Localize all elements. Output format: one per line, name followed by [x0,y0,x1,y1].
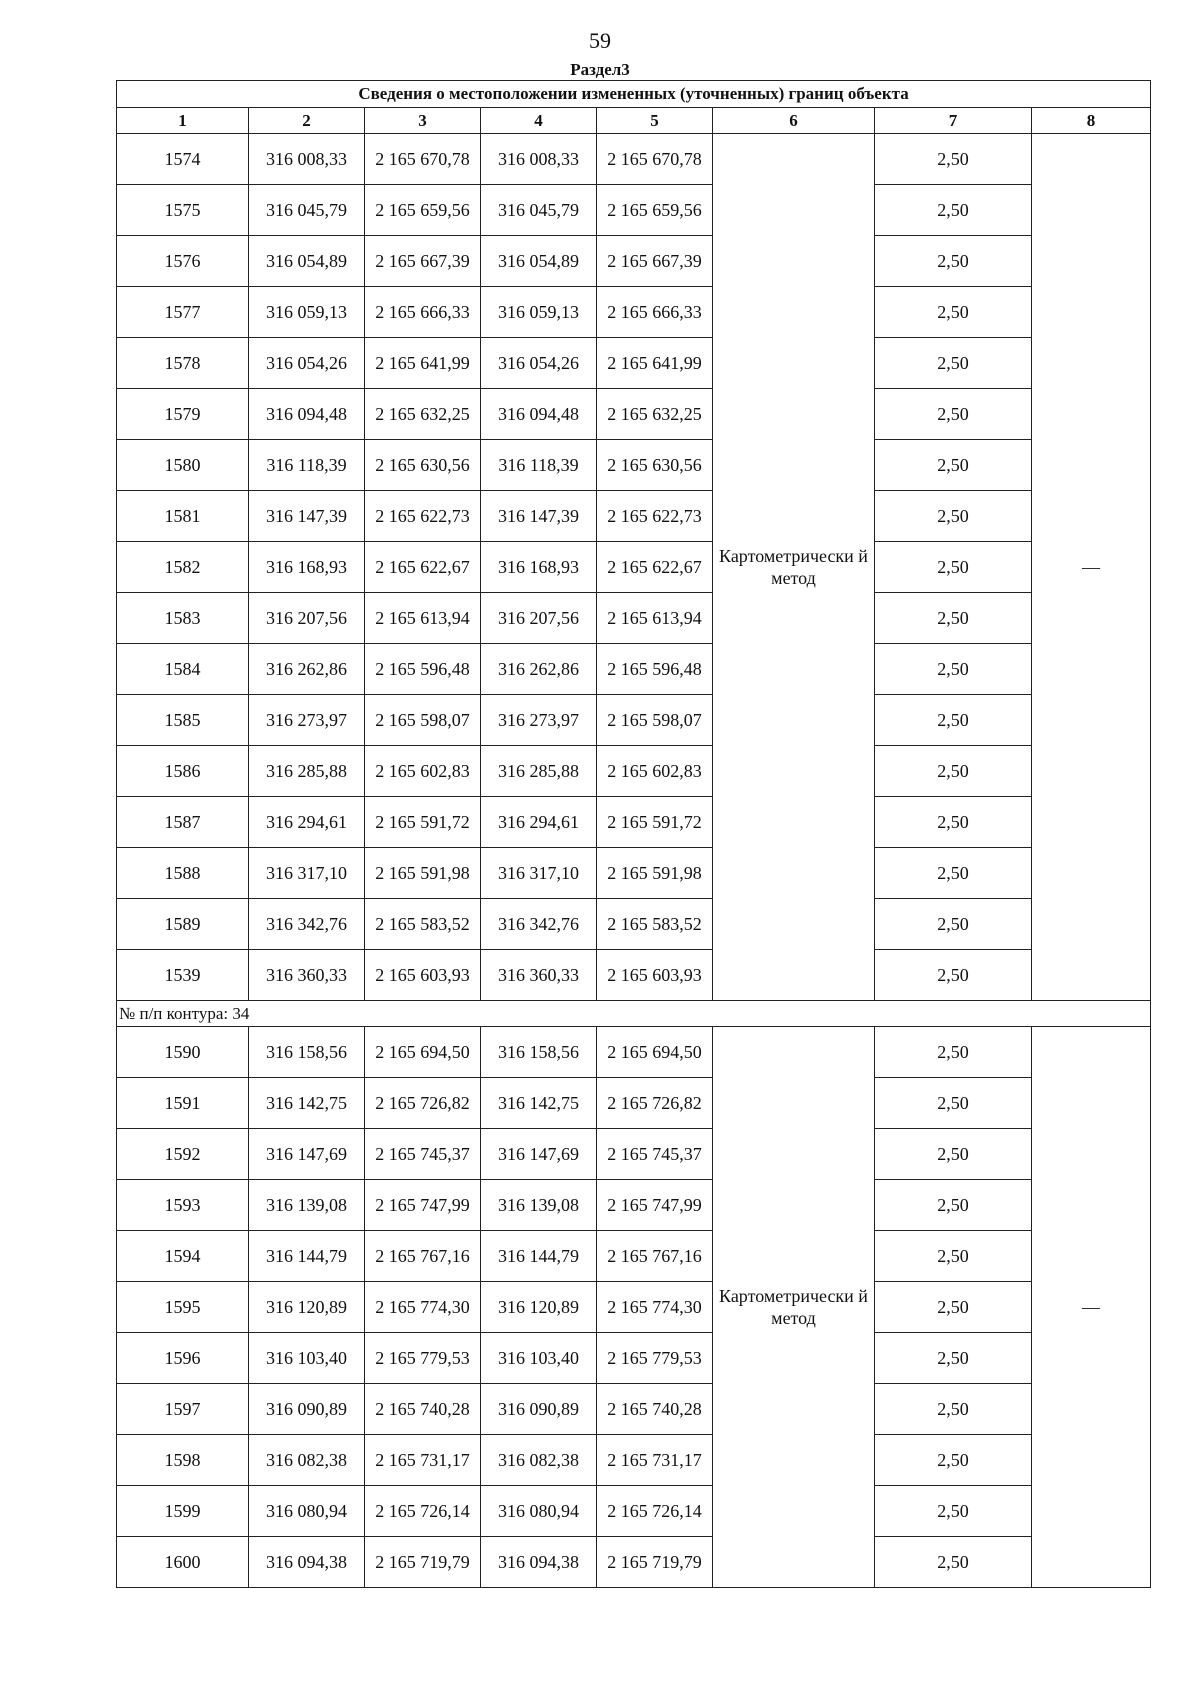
precision-cell: 2,50 [875,338,1032,389]
precision-cell: 2,50 [875,440,1032,491]
precision-cell: 2,50 [875,848,1032,899]
table-row [117,899,1151,950]
x-coordinate-cell: 316 273,97 [249,695,365,746]
y-coordinate-cell: 2 165 694,50 [365,1027,481,1078]
x-coordinate-new-cell: 316 262,86 [481,644,597,695]
x-coordinate-new-cell: 316 082,38 [481,1435,597,1486]
contour-label-row [117,1001,1151,1027]
point-number-cell: 1586 [117,746,249,797]
precision-cell: 2,50 [875,1231,1032,1282]
table-row [117,389,1151,440]
x-coordinate-cell: 316 317,10 [249,848,365,899]
y-coordinate-new-cell: 2 165 622,73 [597,491,713,542]
y-coordinate-cell: 2 165 641,99 [365,338,481,389]
point-number-cell: 1576 [117,236,249,287]
column-number-header: 5 [597,108,713,134]
point-number-cell: 1596 [117,1333,249,1384]
precision-cell: 2,50 [875,185,1032,236]
x-coordinate-new-cell: 316 294,61 [481,797,597,848]
precision-cell: 2,50 [875,287,1032,338]
y-coordinate-cell: 2 165 632,25 [365,389,481,440]
x-coordinate-cell: 316 262,86 [249,644,365,695]
table-row [117,695,1151,746]
x-coordinate-new-cell: 316 360,33 [481,950,597,1001]
y-coordinate-new-cell: 2 165 731,17 [597,1435,713,1486]
x-coordinate-cell: 316 103,40 [249,1333,365,1384]
point-number-cell: 1592 [117,1129,249,1180]
point-number-cell: 1590 [117,1027,249,1078]
column-number-header: 2 [249,108,365,134]
x-coordinate-cell: 316 094,38 [249,1537,365,1588]
table-row [117,950,1151,1001]
table-row [117,593,1151,644]
y-coordinate-new-cell: 2 165 694,50 [597,1027,713,1078]
table-row [117,746,1151,797]
precision-cell: 2,50 [875,593,1032,644]
precision-cell: 2,50 [875,1333,1032,1384]
y-coordinate-new-cell: 2 165 583,52 [597,899,713,950]
x-coordinate-cell: 316 207,56 [249,593,365,644]
table-row [117,1435,1151,1486]
y-coordinate-new-cell: 2 165 726,82 [597,1078,713,1129]
y-coordinate-new-cell: 2 165 591,98 [597,848,713,899]
y-coordinate-cell: 2 165 719,79 [365,1537,481,1588]
precision-cell: 2,50 [875,695,1032,746]
point-number-cell: 1591 [117,1078,249,1129]
precision-cell: 2,50 [875,746,1032,797]
x-coordinate-new-cell: 316 054,89 [481,236,597,287]
x-coordinate-cell: 316 059,13 [249,287,365,338]
precision-cell: 2,50 [875,1435,1032,1486]
x-coordinate-new-cell: 316 273,97 [481,695,597,746]
point-number-cell: 1595 [117,1282,249,1333]
point-number-cell: 1580 [117,440,249,491]
y-coordinate-cell: 2 165 630,56 [365,440,481,491]
y-coordinate-cell: 2 165 591,72 [365,797,481,848]
y-coordinate-cell: 2 165 666,33 [365,287,481,338]
precision-cell: 2,50 [875,1078,1032,1129]
x-coordinate-cell: 316 294,61 [249,797,365,848]
y-coordinate-cell: 2 165 726,82 [365,1078,481,1129]
x-coordinate-new-cell: 316 285,88 [481,746,597,797]
table-row [117,848,1151,899]
precision-cell: 2,50 [875,1537,1032,1588]
y-coordinate-new-cell: 2 165 632,25 [597,389,713,440]
precision-cell: 2,50 [875,797,1032,848]
y-coordinate-cell: 2 165 583,52 [365,899,481,950]
point-number-cell: 1578 [117,338,249,389]
table-title: Сведения о местоположении измененных (уточненных) границ объекта [117,81,1151,108]
column-number-header: 7 [875,108,1032,134]
column-number-header: 4 [481,108,597,134]
contour-label: № п/п контура: 34 [117,1001,1151,1027]
table-body [117,134,1151,1588]
x-coordinate-new-cell: 316 168,93 [481,542,597,593]
point-number-cell: 1587 [117,797,249,848]
y-coordinate-cell: 2 165 745,37 [365,1129,481,1180]
y-coordinate-new-cell: 2 165 598,07 [597,695,713,746]
x-coordinate-cell: 316 158,56 [249,1027,365,1078]
y-coordinate-cell: 2 165 670,78 [365,134,481,185]
point-number-cell: 1583 [117,593,249,644]
column-number-header: 1 [117,108,249,134]
x-coordinate-cell: 316 082,38 [249,1435,365,1486]
x-coordinate-new-cell: 316 207,56 [481,593,597,644]
x-coordinate-cell: 316 168,93 [249,542,365,593]
y-coordinate-cell: 2 165 622,73 [365,491,481,542]
point-number-cell: 1579 [117,389,249,440]
point-number-cell: 1600 [117,1537,249,1588]
precision-cell: 2,50 [875,236,1032,287]
x-coordinate-cell: 316 080,94 [249,1486,365,1537]
table-row [117,236,1151,287]
table-row [117,644,1151,695]
point-number-cell: 1594 [117,1231,249,1282]
table-row [117,134,1151,185]
x-coordinate-new-cell: 316 008,33 [481,134,597,185]
table-row [117,1384,1151,1435]
y-coordinate-cell: 2 165 740,28 [365,1384,481,1435]
x-coordinate-new-cell: 316 094,38 [481,1537,597,1588]
x-coordinate-new-cell: 316 144,79 [481,1231,597,1282]
point-number-cell: 1575 [117,185,249,236]
x-coordinate-new-cell: 316 080,94 [481,1486,597,1537]
precision-cell: 2,50 [875,1129,1032,1180]
method-cell: Картометрически й метод [713,134,875,1001]
y-coordinate-cell: 2 165 598,07 [365,695,481,746]
y-coordinate-new-cell: 2 165 602,83 [597,746,713,797]
y-coordinate-cell: 2 165 603,93 [365,950,481,1001]
precision-cell: 2,50 [875,1180,1032,1231]
x-coordinate-new-cell: 316 118,39 [481,440,597,491]
table-row [117,1231,1151,1282]
method-cell: Картометрически й метод [713,1027,875,1588]
precision-cell: 2,50 [875,899,1032,950]
y-coordinate-new-cell: 2 165 774,30 [597,1282,713,1333]
x-coordinate-cell: 316 045,79 [249,185,365,236]
point-number-cell: 1581 [117,491,249,542]
x-coordinate-new-cell: 316 094,48 [481,389,597,440]
y-coordinate-new-cell: 2 165 670,78 [597,134,713,185]
y-coordinate-new-cell: 2 165 767,16 [597,1231,713,1282]
precision-cell: 2,50 [875,950,1032,1001]
page-number: 59 [589,28,611,53]
table-row [117,1537,1151,1588]
x-coordinate-cell: 316 144,79 [249,1231,365,1282]
point-number-cell: 1577 [117,287,249,338]
x-coordinate-new-cell: 316 317,10 [481,848,597,899]
y-coordinate-new-cell: 2 165 603,93 [597,950,713,1001]
x-coordinate-new-cell: 316 054,26 [481,338,597,389]
x-coordinate-new-cell: 316 158,56 [481,1027,597,1078]
precision-cell: 2,50 [875,1486,1032,1537]
point-number-cell: 1574 [117,134,249,185]
y-coordinate-cell: 2 165 622,67 [365,542,481,593]
column-8-cell: — [1032,134,1151,1001]
x-coordinate-new-cell: 316 103,40 [481,1333,597,1384]
y-coordinate-cell: 2 165 747,99 [365,1180,481,1231]
x-coordinate-cell: 316 342,76 [249,899,365,950]
y-coordinate-new-cell: 2 165 745,37 [597,1129,713,1180]
table-row [117,185,1151,236]
table-row [117,1129,1151,1180]
column-number-header: 8 [1032,108,1151,134]
x-coordinate-cell: 316 147,39 [249,491,365,542]
point-number-cell: 1588 [117,848,249,899]
table-row [117,491,1151,542]
y-coordinate-cell: 2 165 596,48 [365,644,481,695]
y-coordinate-cell: 2 165 659,56 [365,185,481,236]
table-row [117,1078,1151,1129]
precision-cell: 2,50 [875,1282,1032,1333]
precision-cell: 2,50 [875,1384,1032,1435]
table-row [117,1027,1151,1078]
y-coordinate-new-cell: 2 165 747,99 [597,1180,713,1231]
table-row [117,1486,1151,1537]
point-number-cell: 1598 [117,1435,249,1486]
point-number-cell: 1584 [117,644,249,695]
table-row [117,1333,1151,1384]
y-coordinate-new-cell: 2 165 596,48 [597,644,713,695]
coordinates-table [116,80,1151,1588]
precision-cell: 2,50 [875,1027,1032,1078]
x-coordinate-new-cell: 316 139,08 [481,1180,597,1231]
point-number-cell: 1593 [117,1180,249,1231]
point-number-cell: 1585 [117,695,249,746]
y-coordinate-cell: 2 165 774,30 [365,1282,481,1333]
x-coordinate-cell: 316 090,89 [249,1384,365,1435]
x-coordinate-cell: 316 360,33 [249,950,365,1001]
x-coordinate-new-cell: 316 147,39 [481,491,597,542]
y-coordinate-new-cell: 2 165 740,28 [597,1384,713,1435]
x-coordinate-cell: 316 147,69 [249,1129,365,1180]
x-coordinate-new-cell: 316 342,76 [481,899,597,950]
column-number-row [117,108,1151,134]
y-coordinate-new-cell: 2 165 659,56 [597,185,713,236]
point-number-cell: 1597 [117,1384,249,1435]
y-coordinate-cell: 2 165 731,17 [365,1435,481,1486]
y-coordinate-new-cell: 2 165 779,53 [597,1333,713,1384]
y-coordinate-cell: 2 165 726,14 [365,1486,481,1537]
x-coordinate-new-cell: 316 147,69 [481,1129,597,1180]
x-coordinate-new-cell: 316 045,79 [481,185,597,236]
y-coordinate-cell: 2 165 591,98 [365,848,481,899]
point-number-cell: 1589 [117,899,249,950]
x-coordinate-cell: 316 139,08 [249,1180,365,1231]
y-coordinate-new-cell: 2 165 630,56 [597,440,713,491]
precision-cell: 2,50 [875,491,1032,542]
x-coordinate-cell: 316 118,39 [249,440,365,491]
x-coordinate-new-cell: 316 090,89 [481,1384,597,1435]
x-coordinate-cell: 316 120,89 [249,1282,365,1333]
y-coordinate-cell: 2 165 767,16 [365,1231,481,1282]
table-row [117,1180,1151,1231]
point-number-cell: 1582 [117,542,249,593]
precision-cell: 2,50 [875,542,1032,593]
y-coordinate-cell: 2 165 613,94 [365,593,481,644]
table-row [117,797,1151,848]
y-coordinate-cell: 2 165 667,39 [365,236,481,287]
y-coordinate-new-cell: 2 165 591,72 [597,797,713,848]
y-coordinate-new-cell: 2 165 719,79 [597,1537,713,1588]
table-row [117,338,1151,389]
x-coordinate-cell: 316 054,26 [249,338,365,389]
y-coordinate-cell: 2 165 602,83 [365,746,481,797]
precision-cell: 2,50 [875,644,1032,695]
y-coordinate-new-cell: 2 165 666,33 [597,287,713,338]
x-coordinate-cell: 316 285,88 [249,746,365,797]
y-coordinate-new-cell: 2 165 726,14 [597,1486,713,1537]
x-coordinate-new-cell: 316 120,89 [481,1282,597,1333]
y-coordinate-new-cell: 2 165 622,67 [597,542,713,593]
point-number-cell: 1539 [117,950,249,1001]
column-number-header: 6 [713,108,875,134]
x-coordinate-cell: 316 054,89 [249,236,365,287]
precision-cell: 2,50 [875,134,1032,185]
y-coordinate-cell: 2 165 779,53 [365,1333,481,1384]
point-number-cell: 1599 [117,1486,249,1537]
table-row [117,287,1151,338]
table-row [117,542,1151,593]
y-coordinate-new-cell: 2 165 641,99 [597,338,713,389]
y-coordinate-new-cell: 2 165 613,94 [597,593,713,644]
x-coordinate-cell: 316 094,48 [249,389,365,440]
y-coordinate-new-cell: 2 165 667,39 [597,236,713,287]
precision-cell: 2,50 [875,389,1032,440]
column-8-cell: — [1032,1027,1151,1588]
column-number-header: 3 [365,108,481,134]
x-coordinate-new-cell: 316 059,13 [481,287,597,338]
table-row [117,440,1151,491]
table-row [117,1282,1151,1333]
section-label: Раздел3 [570,60,630,79]
x-coordinate-cell: 316 008,33 [249,134,365,185]
x-coordinate-cell: 316 142,75 [249,1078,365,1129]
x-coordinate-new-cell: 316 142,75 [481,1078,597,1129]
